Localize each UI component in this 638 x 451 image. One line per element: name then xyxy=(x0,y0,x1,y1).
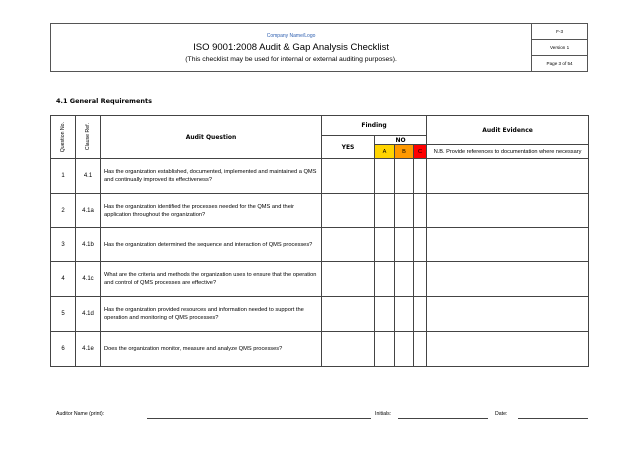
question-number: 6 xyxy=(51,332,76,367)
table-row xyxy=(51,159,589,194)
yes-cell[interactable] xyxy=(322,159,375,194)
table-row xyxy=(51,332,589,367)
date-label: Date: xyxy=(495,411,508,417)
grade-b-cell[interactable] xyxy=(395,228,414,262)
header-title-cell xyxy=(51,24,532,72)
finding-grade-b: B xyxy=(395,145,414,159)
audit-question: Does the organization monitor, measure and analyze QMS processes? xyxy=(101,332,322,367)
finding-grade-c: C xyxy=(414,145,427,159)
table-row xyxy=(51,194,589,228)
document-header xyxy=(50,23,588,72)
clause-ref: 4.1e xyxy=(76,332,101,367)
table-row xyxy=(51,228,589,262)
evidence-note: N.B. Provide references to documentation where necessary xyxy=(427,145,589,159)
column-header-finding: Finding xyxy=(322,116,427,136)
table-row xyxy=(51,297,589,332)
evidence-cell[interactable] xyxy=(427,297,589,332)
table-row xyxy=(51,262,589,297)
yes-cell[interactable] xyxy=(322,297,375,332)
grade-a-cell[interactable] xyxy=(375,194,395,228)
grade-c-cell[interactable] xyxy=(414,159,427,194)
yes-cell[interactable] xyxy=(322,332,375,367)
evidence-cell[interactable] xyxy=(427,228,589,262)
auditor-name-field[interactable] xyxy=(147,418,371,419)
page-number: Page 3 of 54 xyxy=(532,56,588,72)
form-code: F-3 xyxy=(532,24,588,40)
question-number: 5 xyxy=(51,297,76,332)
clause-ref: 4.1a xyxy=(76,194,101,228)
yes-cell[interactable] xyxy=(322,262,375,297)
version-label: Version 1 xyxy=(532,40,588,56)
column-header-yes: YES xyxy=(322,136,375,159)
question-number: 2 xyxy=(51,194,76,228)
grade-c-cell[interactable] xyxy=(414,262,427,297)
column-header-question-no: Question No. xyxy=(51,116,76,159)
document-subtitle: (This checklist may be used for internal or external auditing purposes). xyxy=(185,55,397,63)
question-number: 3 xyxy=(51,228,76,262)
yes-cell[interactable] xyxy=(322,194,375,228)
audit-question: Has the organization identified the processes needed for the QMS and their application throughout the organization? xyxy=(101,194,322,228)
section-title: 4.1 General Requirements xyxy=(56,97,152,105)
finding-grade-a: A xyxy=(375,145,395,159)
grade-b-cell[interactable] xyxy=(395,262,414,297)
initials-label: Initials: xyxy=(375,411,392,417)
grade-a-cell[interactable] xyxy=(375,159,395,194)
date-field[interactable] xyxy=(518,418,588,419)
grade-c-cell[interactable] xyxy=(414,194,427,228)
evidence-cell[interactable] xyxy=(427,194,589,228)
audit-question: Has the organization established, documented, implemented and maintained a QMS and continually improved its effectiveness? xyxy=(101,159,322,194)
column-header-no: NO xyxy=(375,136,427,145)
question-number: 1 xyxy=(51,159,76,194)
evidence-cell[interactable] xyxy=(427,332,589,367)
grade-c-cell[interactable] xyxy=(414,228,427,262)
question-number: 4 xyxy=(51,262,76,297)
auditor-name-label: Auditor Name (print): xyxy=(56,411,105,417)
grade-b-cell[interactable] xyxy=(395,297,414,332)
evidence-cell[interactable] xyxy=(427,262,589,297)
column-header-audit-question: Audit Question xyxy=(101,116,322,159)
initials-field[interactable] xyxy=(398,418,488,419)
grade-b-cell[interactable] xyxy=(395,159,414,194)
column-header-audit-evidence: Audit Evidence xyxy=(427,116,589,145)
grade-a-cell[interactable] xyxy=(375,262,395,297)
clause-ref: 4.1b xyxy=(76,228,101,262)
audit-question: Has the organization determined the sequence and interaction of QMS processes? xyxy=(101,228,322,262)
grade-c-cell[interactable] xyxy=(414,297,427,332)
grade-a-cell[interactable] xyxy=(375,332,395,367)
audit-question: Has the organization provided resources and information needed to support the operation and monitoring of QMS processes? xyxy=(101,297,322,332)
clause-ref: 4.1d xyxy=(76,297,101,332)
grade-c-cell[interactable] xyxy=(414,332,427,367)
grade-b-cell[interactable] xyxy=(395,332,414,367)
checklist-table xyxy=(50,115,589,367)
clause-ref: 4.1c xyxy=(76,262,101,297)
company-logo-placeholder: Company Name/Logo xyxy=(266,32,316,39)
evidence-cell[interactable] xyxy=(427,159,589,194)
yes-cell[interactable] xyxy=(322,228,375,262)
grade-b-cell[interactable] xyxy=(395,194,414,228)
grade-a-cell[interactable] xyxy=(375,228,395,262)
clause-ref: 4.1 xyxy=(76,159,101,194)
column-header-clause-ref: Clause Ref. xyxy=(76,116,101,159)
grade-a-cell[interactable] xyxy=(375,297,395,332)
document-title: ISO 9001:2008 Audit & Gap Analysis Checklist xyxy=(193,41,390,53)
audit-question: What are the criteria and methods the organization uses to ensure that the operation and control of QMS processes are effective? xyxy=(101,262,322,297)
